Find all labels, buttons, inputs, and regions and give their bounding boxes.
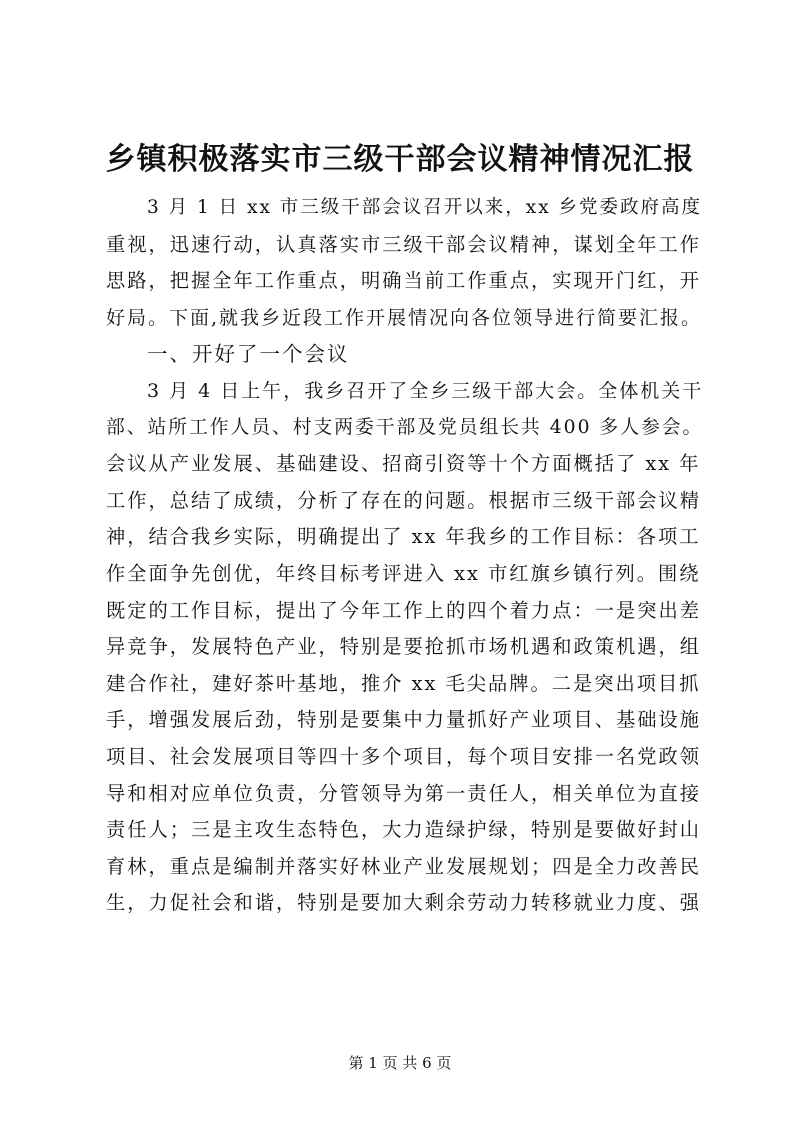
paragraph-line: 既定的工作目标，提出了今年工作上的四个着力点：一是突出差	[106, 598, 701, 622]
document-body	[106, 190, 706, 922]
paragraph-line: 神，结合我乡实际，明确提出了 xx 年我乡的工作目标：各项工	[106, 525, 701, 549]
paragraph-line: 导和相对应单位负责，分管领导为第一责任人，相关单位为直接	[106, 781, 701, 805]
paragraph-line: 生，力促社会和谐，特别是要加大剩余劳动力转移就业力度、强	[106, 891, 701, 915]
paragraph-line: 部、站所工作人员、村支两委干部及党员组长共 400 多人参会。	[106, 416, 704, 438]
paragraph-line: 建合作社，建好茶叶基地，推介 xx 毛尖品牌。二是突出项目抓	[106, 671, 701, 695]
paragraph-line: 手，增强发展后劲，特别是要集中力量抓好产业项目、基础设施	[106, 708, 701, 732]
paragraph-line: 好局。下面,就我乡近段工作开展情况向各位领导进行简要汇报。	[106, 306, 703, 329]
paragraph-line: 重视，迅速行动，认真落实市三级干部会议精神，谋划全年工作	[106, 232, 701, 256]
page-number: 第 1 页 共 6 页	[348, 1054, 452, 1072]
paragraph-line: 3 月 4 日上午，我乡召开了全乡三级干部大会。全体机关干	[147, 379, 704, 402]
paragraph-line: 会议从产业发展、基础建设、招商引资等十个方面概括了 xx 年	[106, 452, 701, 476]
paragraph-line: 责任人；三是主攻生态特色，大力造绿护绿，特别是要做好封山	[106, 818, 701, 842]
paragraph-line: 异竞争，发展特色产业，特别是要抢抓市场机遇和政策机遇，组	[106, 635, 701, 659]
paragraph-line: 育林，重点是编制并落实好林业产业发展规划；四是全力改善民	[106, 854, 701, 878]
section-heading: 一、开好了一个会议	[147, 342, 350, 367]
document-title: 乡镇积极落实市三级干部会议精神情况汇报	[105, 142, 695, 177]
paragraph-line: 工作，总结了成绩，分析了存在的问题。根据市三级干部会议精	[106, 488, 701, 512]
paragraph-line: 思路，把握全年工作重点，明确当前工作重点，实现开门红，开	[106, 269, 701, 293]
paragraph-line: 3 月 1 日 xx 市三级干部会议召开以来，xx 乡党委政府高度	[147, 197, 703, 218]
paragraph-line: 作全面争先创优，年终目标考评进入 xx 市红旗乡镇行列。围绕	[106, 561, 701, 585]
paragraph-line: 项目、社会发展项目等四十多个项目，每个项目安排一名党政领	[106, 744, 701, 768]
